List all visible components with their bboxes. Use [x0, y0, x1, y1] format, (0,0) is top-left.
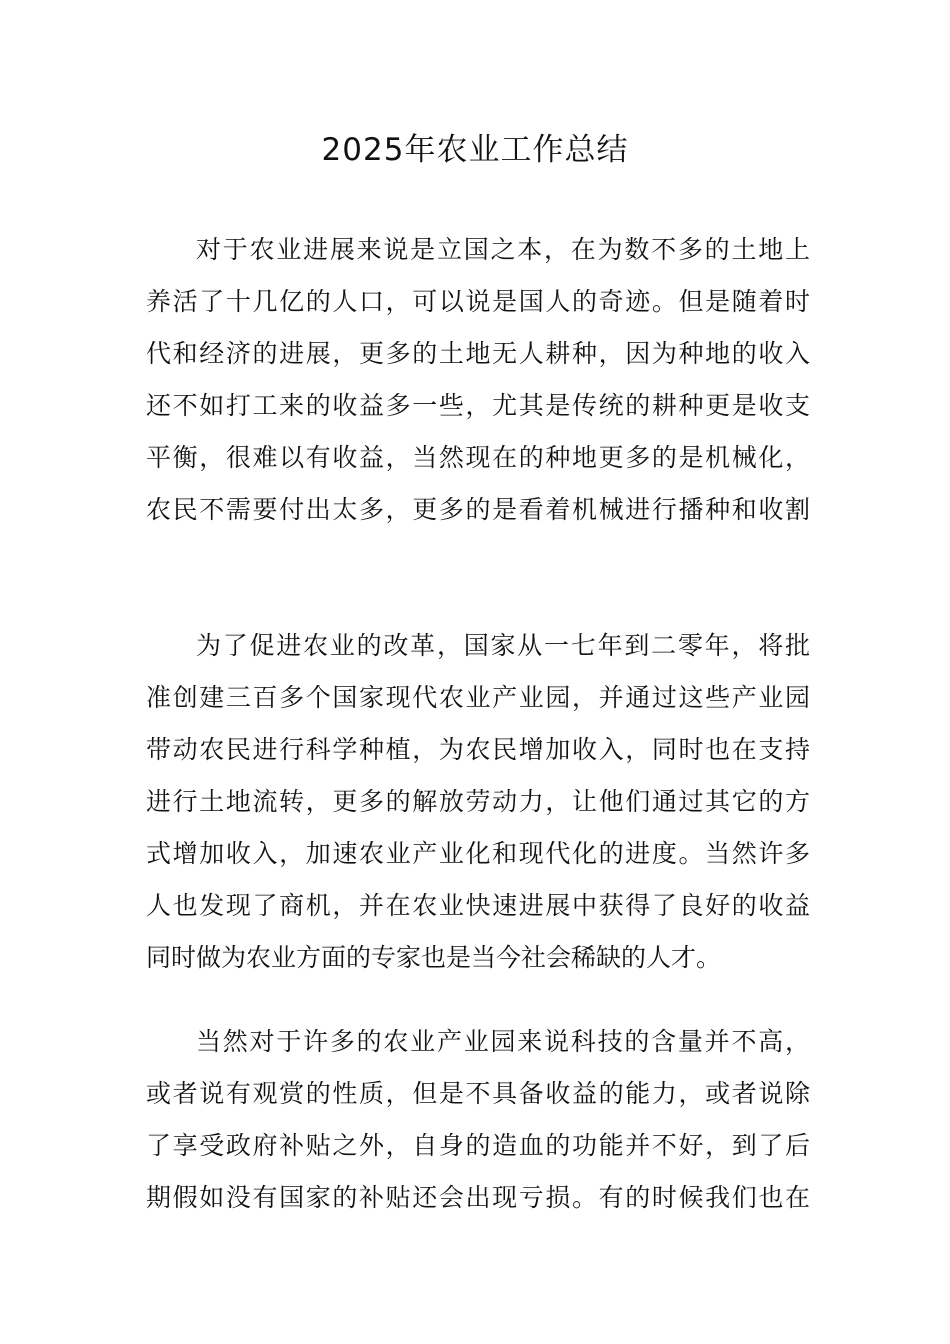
- paragraph-line: 了享受政府补贴之外，自身的造血的功能并不好，到了后: [146, 1131, 810, 1160]
- paragraph-1: [146, 224, 810, 536]
- paragraph-line: 养活了十几亿的人口，可以说是国人的奇迹。但是随着时: [146, 287, 810, 316]
- paragraph-line: 同时做为农业方面的专家也是当今社会稀缺的人才。: [146, 943, 722, 972]
- paragraph-line: 对于农业进展来说是立国之本，在为数不多的土地上: [196, 235, 810, 264]
- paragraph-line: 带动农民进行科学种植，为农民增加收入，同时也在支持: [146, 735, 810, 764]
- paragraph-line: 式增加收入，加速农业产业化和现代化的进度。当然许多: [146, 839, 810, 868]
- paragraph-line: 农民不需要付出太多，更多的是看着机械进行播种和收割: [146, 495, 810, 524]
- paragraph-line: 进行土地流转，更多的解放劳动力，让他们通过其它的方: [146, 787, 810, 816]
- paragraph-line: 准创建三百多个国家现代农业产业园，并通过这些产业园: [146, 683, 810, 712]
- paragraph-line: 或者说有观赏的性质，但是不具备收益的能力，或者说除: [146, 1079, 810, 1108]
- paragraph-line: 平衡，很难以有收益，当然现在的种地更多的是机械化，: [146, 443, 810, 472]
- paragraph-line: 为了促进农业的改革，国家从一七年到二零年，将批: [196, 631, 810, 660]
- paragraph-3: [146, 1016, 810, 1224]
- paragraph-line: 期假如没有国家的补贴还会出现亏损。有的时候我们也在: [146, 1183, 810, 1212]
- paragraph-line: 还不如打工来的收益多一些，尤其是传统的耕种更是收支: [146, 391, 810, 420]
- paragraph-line: 人也发现了商机，并在农业快速进展中获得了良好的收益: [146, 891, 810, 920]
- document-title: 2025年农业工作总结: [321, 132, 629, 168]
- paragraph-line: 代和经济的进展，更多的土地无人耕种，因为种地的收入: [146, 339, 810, 368]
- paragraph-line: 当然对于许多的农业产业园来说科技的含量并不高，: [196, 1027, 810, 1056]
- paragraph-2: [146, 620, 810, 984]
